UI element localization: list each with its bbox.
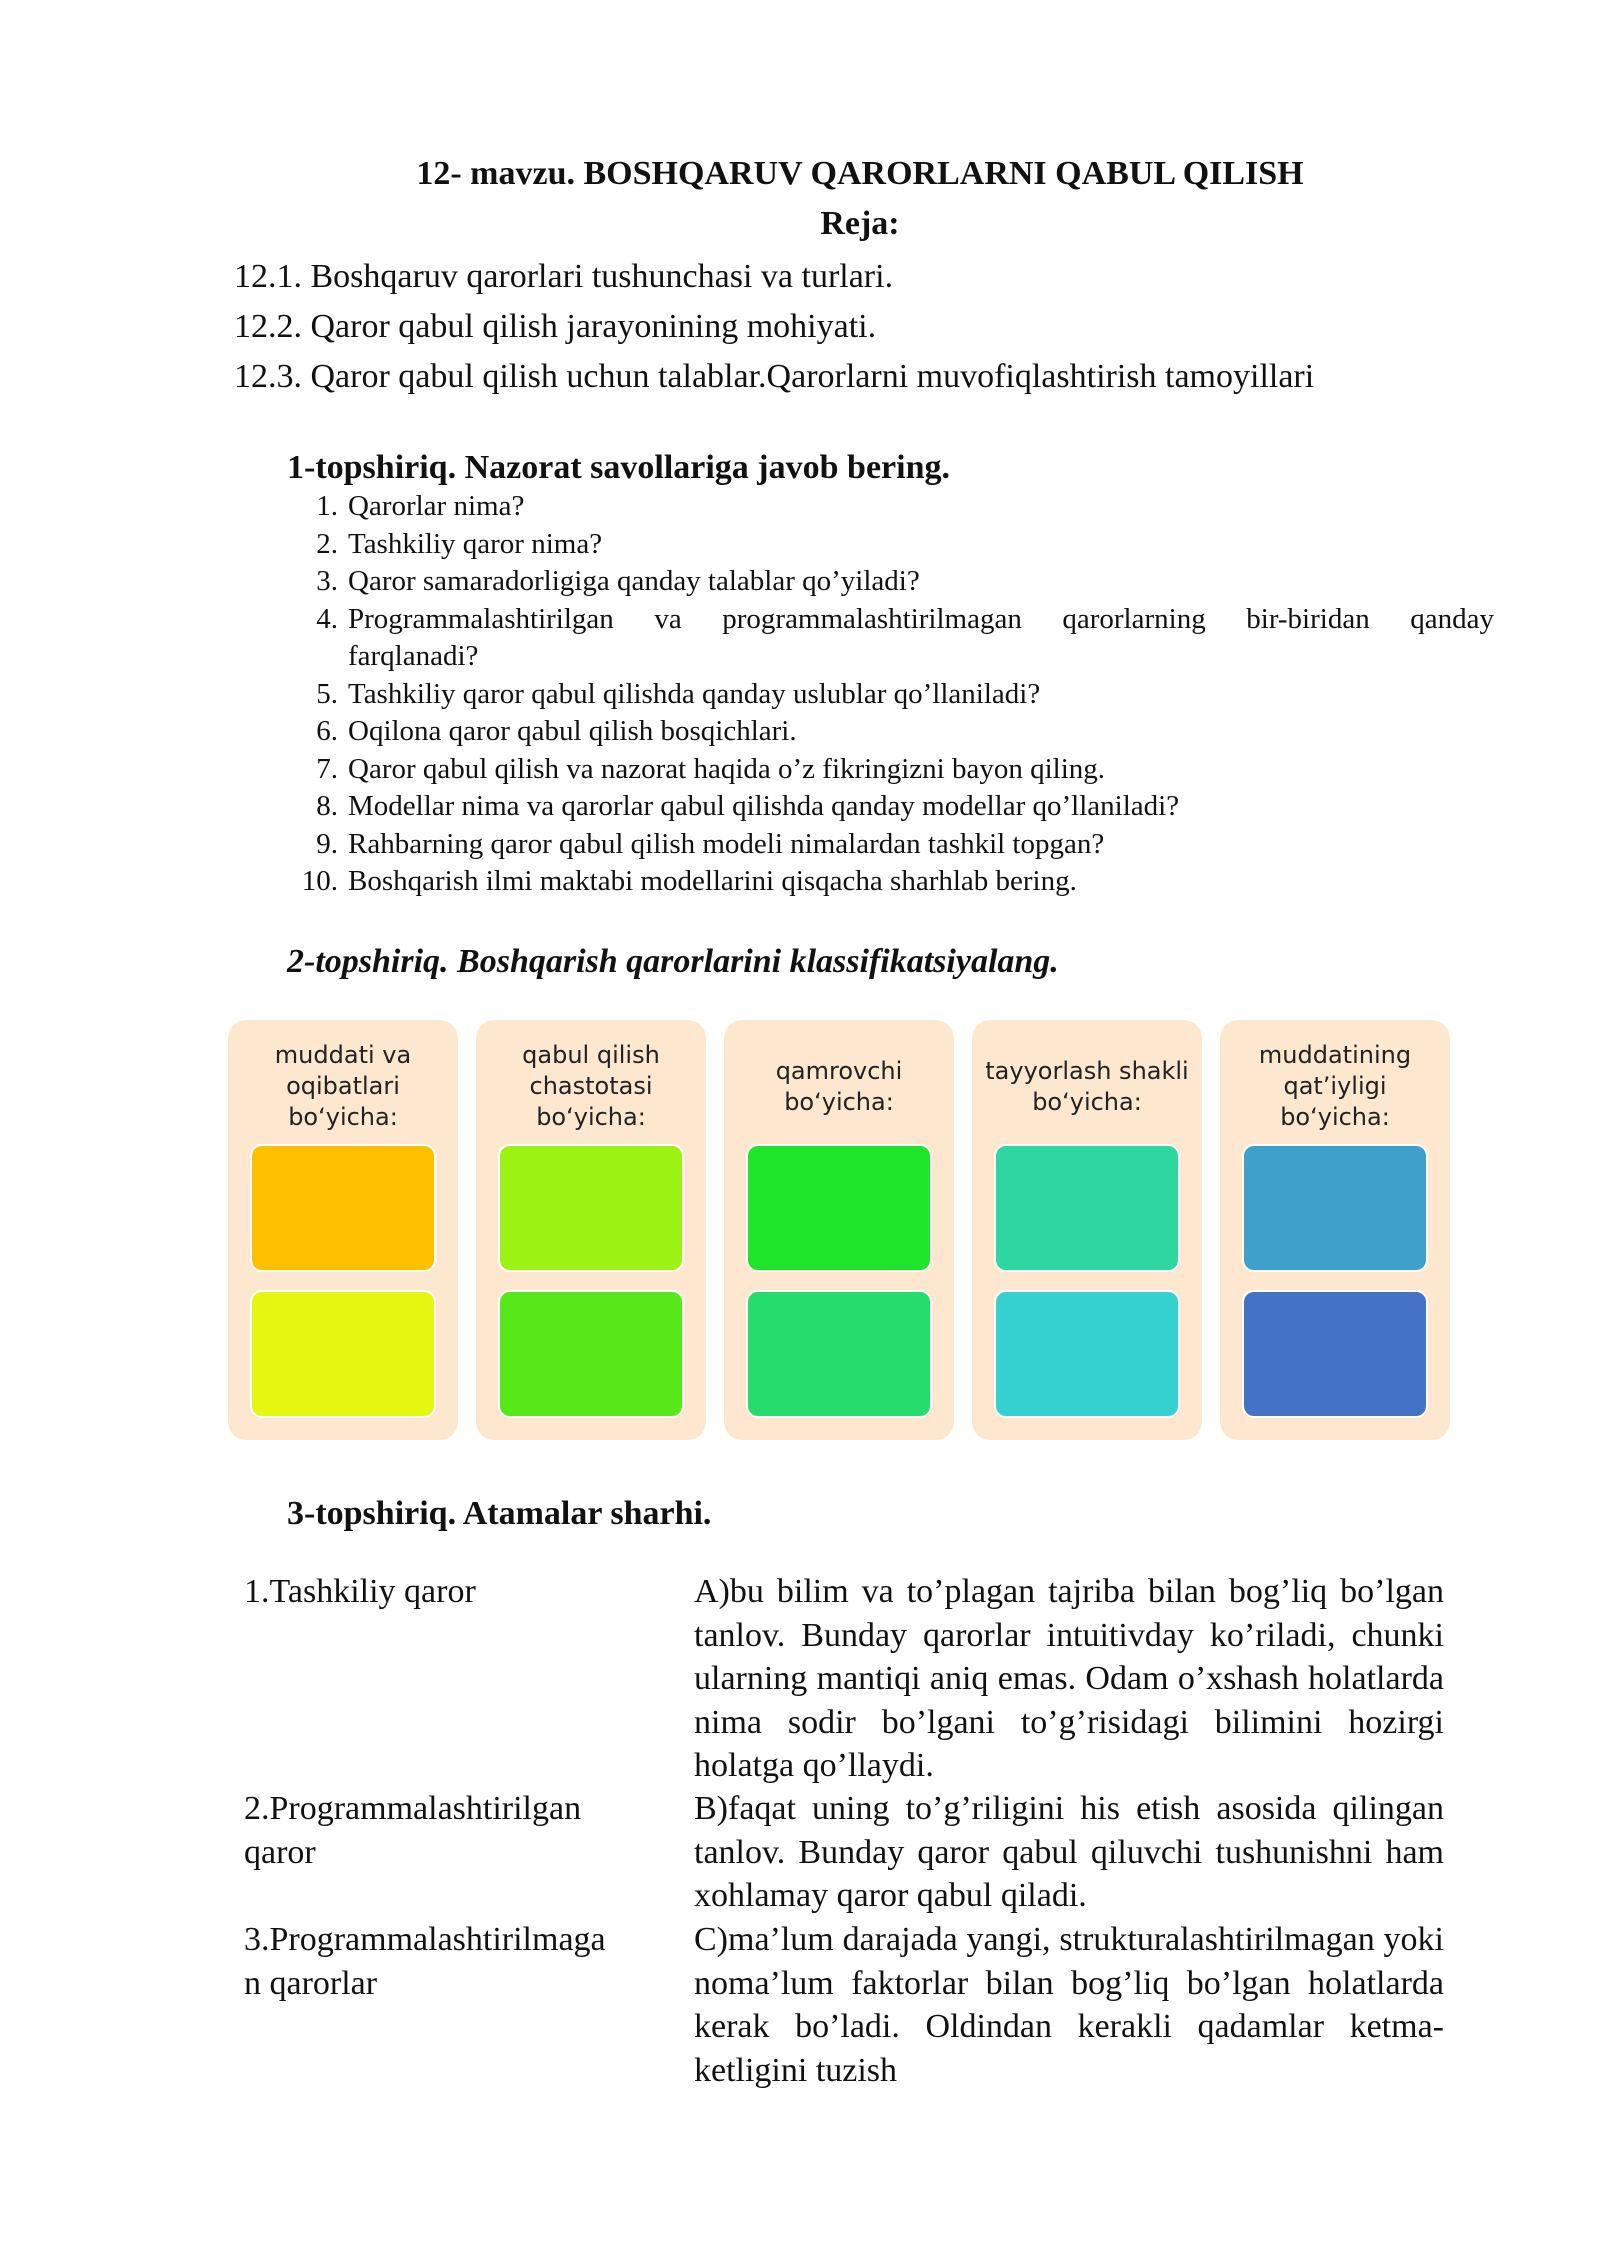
color-box	[994, 1290, 1180, 1418]
plan-item: 12.3. Qaror qabul qilish uchun talablar.Qarorlarni muvofiqlashtirish tamoyillari	[234, 358, 1315, 395]
color-box	[994, 1144, 1180, 1272]
color-box	[746, 1144, 932, 1272]
list-number: 5.	[316, 677, 338, 710]
task2-heading: 2-topshiriq. Boshqarish qarorlarini klassifikatsiyalang.	[287, 943, 1059, 980]
page-title: 12- mavzu. BOSHQARUV QARORLARNI QABUL QILISH	[416, 155, 1304, 192]
list-number: 7.	[316, 752, 338, 785]
question-text: Tashkiliy qaror qabul qilishda qanday uslublar qo’llaniladi?	[348, 677, 1041, 710]
classification-column	[972, 1020, 1202, 1440]
definition: A)bu bilim va to’plagan tajriba bilan bog’liq bo’lgan tanlov. Bunday qarorlar intuitivday ko’riladi, chunki ularning mantiqi aniq emas. Odam o’xshash holatlarda nima sodir bo’lgani to’g’risidagi bilimini hozirgi holatga qo’llaydi.	[694, 1573, 1444, 1784]
column-label: qamrovchi bo‘yicha:	[775, 1057, 903, 1116]
definition: B)faqat uning to’g’riligini his etish asosida qilingan tanlov. Bunday qaror qabul qiluvchi tushunishni ham xohlamay qaror qabul qiladi.	[694, 1790, 1444, 1914]
question-text: Modellar nima va qarorlar qabul qilishda qanday modellar qo’llaniladi?	[348, 790, 1180, 822]
plan-item: 12.2. Qaror qabul qilish jarayonining mohiyati.	[234, 308, 877, 345]
color-box	[250, 1144, 436, 1272]
list-item	[294, 601, 1494, 676]
list-number: 1.	[316, 490, 338, 522]
column-label: qabul qilish chastotasi bo‘yicha:	[522, 1041, 660, 1131]
color-box	[250, 1290, 436, 1418]
list-number: 6.	[316, 715, 338, 747]
list-item	[294, 788, 1494, 826]
term: 3.Programmalashtirilmaga n qarorlar	[244, 1921, 606, 2002]
list-item	[294, 676, 1494, 714]
question-text: Boshqarish ilmi maktabi modellarini qisqacha sharhlab bering.	[348, 865, 1077, 897]
question-text: Qarorlar nima?	[348, 490, 525, 522]
list-item	[294, 713, 1494, 751]
term: 2.Programmalashtirilgan qaror	[244, 1790, 582, 1871]
color-box	[746, 1290, 932, 1418]
column-label: muddatining qat’iyligi bo‘yicha:	[1258, 1041, 1412, 1131]
list-item	[294, 826, 1494, 864]
color-box	[498, 1144, 684, 1272]
list-number: 4.	[316, 602, 338, 635]
question-text: Programmalashtirilgan va programmalashtirilmagan qarorlarning bir-biridan qanday	[348, 602, 1494, 635]
question-list	[294, 488, 1494, 901]
list-number: 2.	[316, 527, 338, 560]
plan-label: Reja:	[820, 205, 900, 242]
question-text: Rahbarning qaror qabul qilish modeli nimalardan tashkil topgan?	[348, 827, 1105, 860]
list-item	[294, 526, 1494, 564]
classification-diagram	[228, 1020, 1452, 1440]
question-text-continued: farqlanadi?	[348, 640, 479, 672]
task1-heading: 1-topshiriq. Nazorat savollariga javob bering.	[287, 449, 950, 486]
plan-item: 12.1. Boshqaruv qarorlari tushunchasi va turlari.	[234, 258, 894, 295]
plan-list	[234, 252, 1534, 402]
list-number: 9.	[316, 827, 338, 860]
question-text: Tashkiliy qaror nima?	[348, 527, 603, 560]
list-number: 10.	[301, 865, 338, 897]
question-text: Oqilona qaror qabul qilish bosqichlari.	[348, 715, 797, 747]
list-number: 3.	[316, 565, 338, 597]
color-box	[1242, 1144, 1428, 1272]
classification-column	[476, 1020, 706, 1440]
definition: C)ma’lum darajada yangi, strukturalashtirilmagan yoki noma’lum faktorlar bilan bog’liq bo’lgan holatlarda kerak bo’ladi. Oldindan kerakli qadamlar ketma-ketligini tuzish	[694, 1921, 1444, 2089]
list-number: 8.	[316, 790, 338, 822]
column-label: muddati va oqibatlari bo‘yicha:	[274, 1041, 412, 1131]
question-text: Qaror samaradorligiga qanday talablar qo’yiladi?	[348, 565, 920, 597]
list-item	[294, 751, 1494, 789]
classification-column	[724, 1020, 954, 1440]
column-label: tayyorlash shakli bo‘yicha:	[985, 1057, 1189, 1116]
classification-column	[1220, 1020, 1450, 1440]
list-item	[294, 563, 1494, 601]
task3-heading: 3-topshiriq. Atamalar sharhi.	[287, 1495, 712, 1532]
classification-column	[228, 1020, 458, 1440]
term: 1.Tashkiliy qaror	[244, 1573, 476, 1610]
color-box	[498, 1290, 684, 1418]
question-text: Qaror qabul qilish va nazorat haqida o’z fikringizni bayon qiling.	[348, 752, 1106, 785]
list-item	[294, 863, 1494, 901]
list-item	[294, 488, 1494, 526]
color-box	[1242, 1290, 1428, 1418]
